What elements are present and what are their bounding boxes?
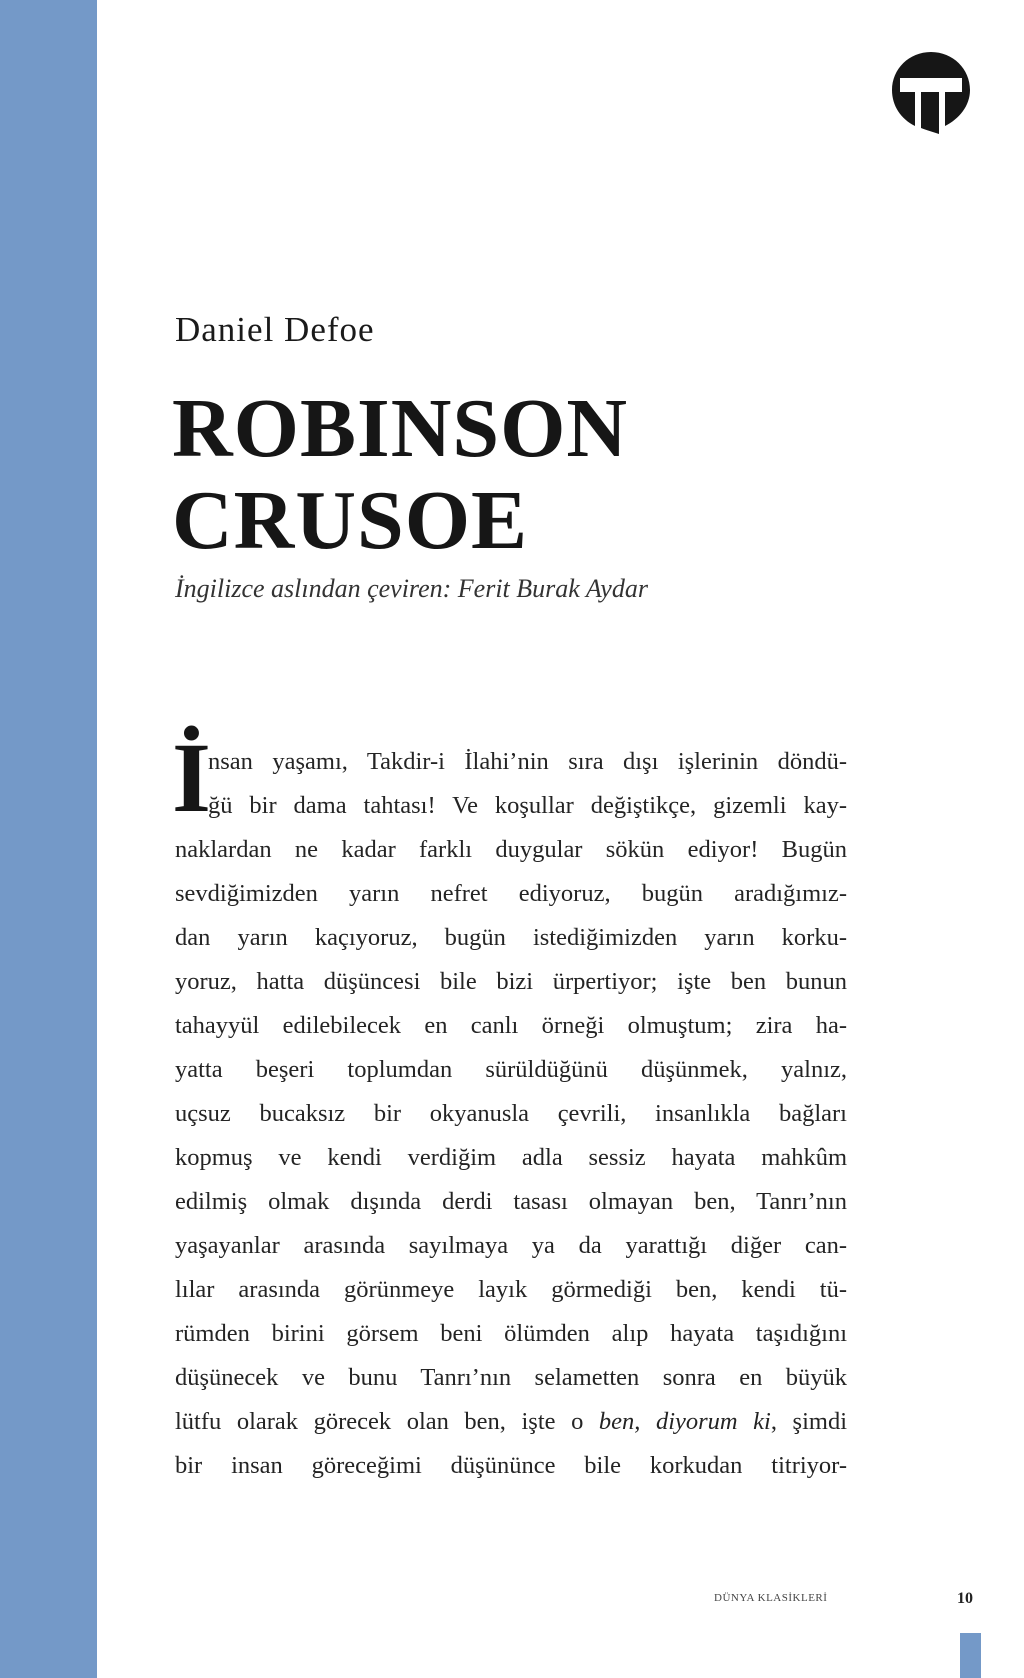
- author-name: Daniel Defoe: [175, 310, 375, 349]
- body-text-run: , şimdi: [770, 1408, 847, 1435]
- page-number: 10: [957, 1590, 973, 1607]
- body-line: uçsuz bucaksız bir okyanusla çevrili, insanlıkla bağları: [175, 1100, 847, 1127]
- book-title-line-2: CRUSOE: [172, 474, 529, 567]
- body-line: yaşayanlar arasında sayılmaya ya da yarattığı diğer can-: [175, 1232, 847, 1259]
- body-line: lılar arasında görünmeye layık görmediği ben, kendi tü-: [175, 1276, 847, 1303]
- cover-spine-band: [0, 0, 97, 1678]
- body-line: bir insan göreceğimi düşününce bile korkudan titriyor-: [175, 1452, 847, 1479]
- body-line: yoruz, hatta düşüncesi bile bizi ürpertiyor; işte ben bunun: [175, 968, 847, 995]
- body-line: yatta beşeri toplumdan sürüldüğünü düşünmek, yalnız,: [175, 1056, 847, 1083]
- body-line: edilmiş olmak dışında derdi tasası olmayan ben, Tanrı’nın: [175, 1188, 847, 1215]
- translator-credit: İngilizce aslından çeviren: Ferit Burak Aydar: [175, 574, 648, 603]
- body-line: ğü bir dama tahtası! Ve koşullar değiştikçe, gizemli kay-: [208, 792, 847, 819]
- body-line: rümden birini görsem beni ölümden alıp hayata taşıdığını: [175, 1320, 847, 1347]
- series-name: DÜNYA KLASİKLERİ: [714, 1592, 828, 1604]
- body-line-with-emphasis: [175, 1400, 847, 1444]
- book-title-line-1: ROBINSON: [172, 382, 629, 475]
- drop-cap: İ: [172, 722, 211, 833]
- body-line: dan yarın kaçıyoruz, bugün istediğimizden yarın korku-: [175, 924, 847, 951]
- publisher-t-logo-icon: [888, 48, 974, 134]
- edge-tab-marker: [960, 1633, 981, 1678]
- body-text-run: lütfu olarak görecek olan ben, işte o: [175, 1408, 599, 1435]
- body-line: düşünecek ve bunu Tanrı’nın selametten sonra en büyük: [175, 1364, 847, 1391]
- body-line: sevdiğimizden yarın nefret ediyoruz, bugün aradığımız-: [175, 880, 847, 907]
- body-line: kopmuş ve kendi verdiğim adla sessiz hayata mahkûm: [175, 1144, 847, 1171]
- emphasis-text: ben, diyorum ki: [598, 1408, 771, 1435]
- body-line: nsan yaşamı, Takdir-i İlahi’nin sıra dışı işlerinin döndü-: [208, 748, 847, 775]
- book-title: [172, 383, 628, 567]
- body-paragraph: [175, 740, 847, 1488]
- body-line: tahayyül edilebilecek en canlı örneği olmuştum; zira ha-: [175, 1012, 847, 1039]
- body-line: naklardan ne kadar farklı duygular sökün ediyor! Bugün: [175, 836, 847, 863]
